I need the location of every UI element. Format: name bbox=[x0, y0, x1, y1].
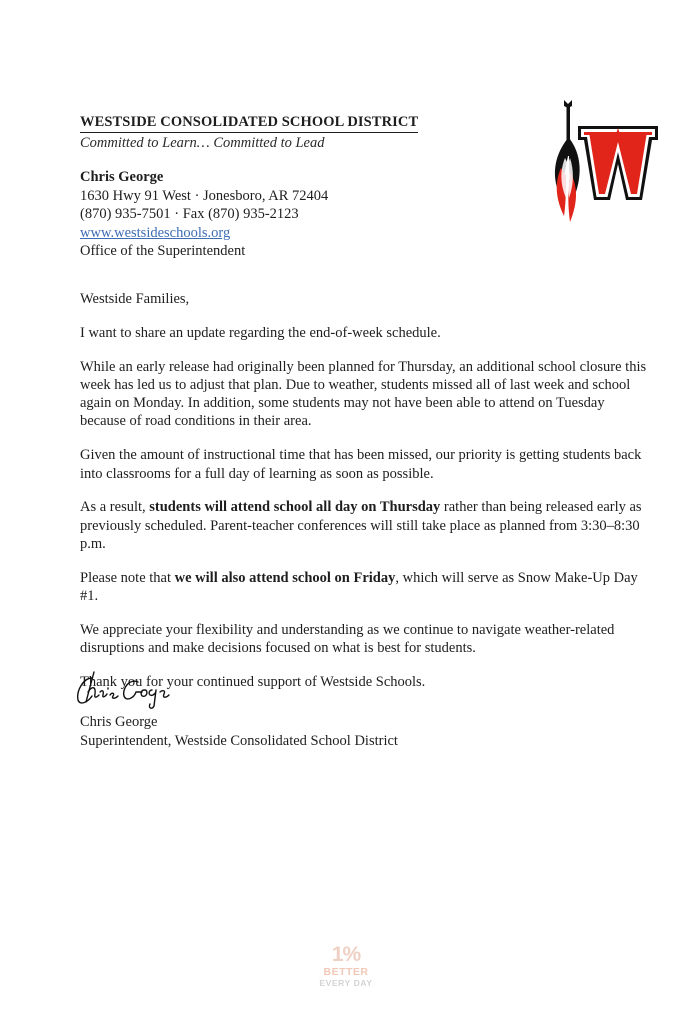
paragraph-intro: I want to share an update regarding the end-of-week schedule. bbox=[80, 324, 441, 341]
contact-name: Chris George bbox=[80, 169, 164, 185]
footer-percent: 1% bbox=[331, 943, 361, 966]
footer-better: BETTER bbox=[323, 966, 369, 978]
district-name: WESTSIDE CONSOLIDATED SCHOOL DISTRICT bbox=[80, 114, 418, 133]
signer-name: Chris George bbox=[80, 714, 158, 730]
footer-every-day: EVERY DAY bbox=[319, 978, 373, 988]
signoff-block bbox=[80, 713, 398, 751]
paragraph-friday bbox=[80, 569, 652, 606]
text-span: rather than being released early as previously scheduled. Parent-teacher conferences will still take place as planned from 3:30–8:30 p.m. bbox=[80, 499, 642, 552]
westside-w-logo bbox=[548, 98, 660, 224]
feather-icon bbox=[555, 100, 580, 222]
contact-phone-fax: (870) 935-7501 · Fax (870) 935-2123 bbox=[80, 206, 299, 222]
paragraph-priority: Given the amount of instructional time that has been missed, our priority is getting students back into classrooms for a full day of learning as soon as possible. bbox=[80, 447, 642, 482]
text-span: Please note that bbox=[80, 569, 175, 586]
greeting: Westside Families, bbox=[80, 291, 190, 307]
paragraph-appreciation: We appreciate your flexibility and understanding as we continue to navigate weather-related disruptions and make decisions focused on what is best for students. bbox=[80, 621, 615, 657]
letter-body bbox=[80, 290, 652, 707]
signer-title: Superintendent, Westside Consolidated School District bbox=[80, 733, 398, 749]
emphasis-thursday: students will attend school all day on Thursday bbox=[149, 499, 441, 516]
contact-address: 1630 Hwy 91 West · Jonesboro, AR 72404 bbox=[80, 187, 329, 204]
handwritten-signature bbox=[72, 668, 182, 710]
paragraph-closure: While an early release had originally been planned for Thursday, an additional school closure this week has led us to adjust that plan. Due to weather, students missed all of last week and school again on Monday. In addition, some students may not have been able to attend on Tuesday because of road conditions in their area. bbox=[80, 358, 647, 430]
district-tagline: Committed to Learn… Committed to Lead bbox=[80, 135, 325, 151]
contact-block bbox=[80, 168, 328, 261]
emphasis-friday: we will also attend school on Friday bbox=[174, 569, 396, 586]
text-span: , which will serve as Snow Make-Up Day #1. bbox=[80, 569, 638, 605]
paragraph-thanks: Thank you for your continued support of Westside Schools. bbox=[80, 673, 426, 690]
contact-office: Office of the Superintendent bbox=[80, 243, 246, 259]
website-link[interactable]: www.westsideschools.org bbox=[80, 224, 231, 241]
footer-slogan bbox=[306, 944, 386, 989]
paragraph-thursday bbox=[80, 498, 652, 553]
text-span: As a result, bbox=[80, 499, 150, 516]
letterhead bbox=[80, 113, 500, 153]
